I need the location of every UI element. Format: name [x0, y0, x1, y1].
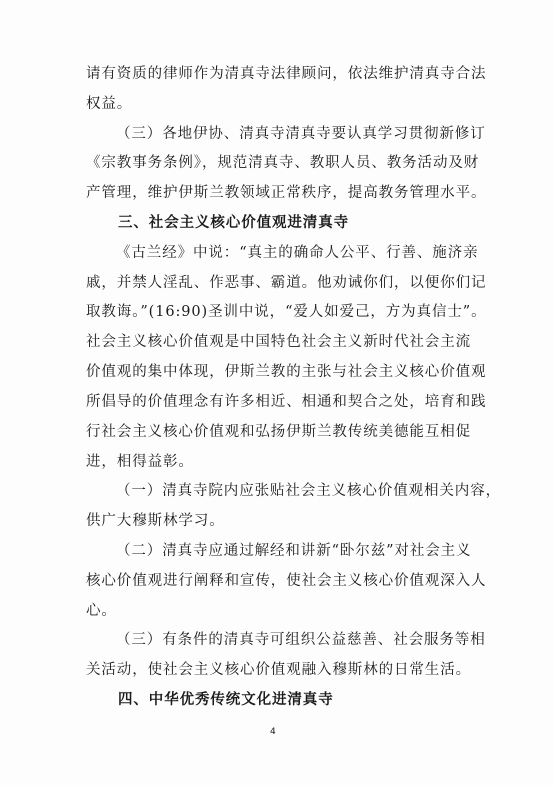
page-number: 4 — [270, 727, 276, 737]
paragraph-line: 权益。 — [86, 96, 133, 112]
paragraph-line: 社会主义核心价值观是中国特色社会主义新时代社会主流 — [86, 334, 471, 350]
paragraph-line: 行社会主义核心价值观和弘扬伊斯兰教传统美德能互相促 — [86, 424, 471, 440]
paragraph-line: 心。 — [86, 603, 117, 619]
paragraph-line: 《古兰经》中说：“真主的确命人公平、行善、施济亲 — [116, 245, 479, 261]
paragraph-line: 进，相得益彰。 — [86, 454, 194, 470]
paragraph-line: 所倡导的价值理念有许多相近、相通和契合之处，培育和践 — [86, 394, 487, 410]
paragraph-line: 供广大穆斯林学习。 — [86, 513, 225, 529]
section-heading: 三、社会主义核心价值观进清真寺 — [118, 214, 349, 231]
paragraph-line: 价值观的集中体现，伊斯兰教的主张与社会主义核心价值观 — [86, 364, 487, 380]
paragraph-line: 请有资质的律师作为清真寺法律顾问，依法维护清真寺合法 — [86, 66, 487, 82]
paragraph-line: 核心价值观进行阐释和宣传，使社会主义核心价值观深入人 — [86, 573, 487, 589]
paragraph-line: （三）各地伊协、清真寺清真寺要认真学习贯彻新修订 — [116, 126, 486, 142]
paragraph-line: 产管理，维护伊斯兰教领域正常秩序，提高教务管理水平。 — [86, 185, 487, 201]
paragraph-line: 关活动，使社会主义核心价值观融入穆斯林的日常生活。 — [86, 662, 471, 678]
paragraph-line: （二）清真寺应通过解经和讲新“卧尔兹”对社会主义 — [116, 543, 472, 559]
section-heading: 四、中华优秀传统文化进清真寺 — [118, 691, 334, 708]
paragraph-line: 取教诲。”(16:90)圣训中说，“爱人如爱己，方为真信士”。 — [86, 304, 487, 320]
paragraph-line: （一）清真寺院内应张贴社会主义核心价值观相关内容， — [116, 483, 501, 499]
paragraph-line: 戚，并禁人淫乱、作恶事、霸道。他劝诫你们，以便你们记 — [86, 275, 487, 291]
paragraph-line: 《宗教事务条例》，规范清真寺、教职人员、教务活动及财 — [86, 155, 480, 171]
paragraph-line: （三）有条件的清真寺可组织公益慈善、社会服务等相 — [116, 632, 486, 648]
